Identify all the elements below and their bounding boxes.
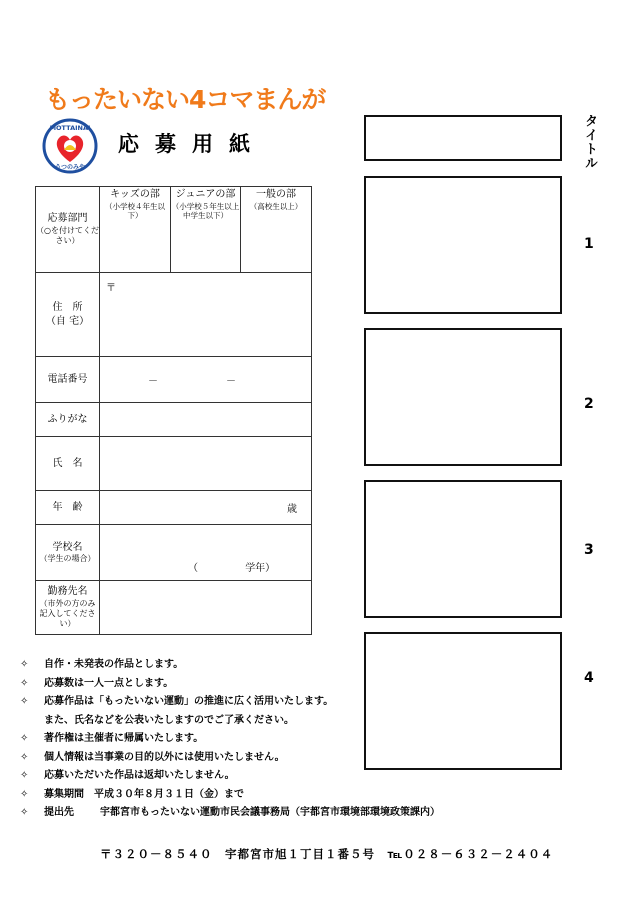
address-label-cell: [36, 273, 100, 357]
school-label-cell: [36, 525, 100, 581]
age-row: [36, 491, 312, 525]
category-junior-name: ジュニアの部: [175, 189, 236, 200]
category-general-name: 一般の部: [256, 189, 296, 200]
category-kids-sub: （小学校４年生以下）: [105, 201, 165, 220]
furigana-field[interactable]: [100, 403, 312, 437]
phone-field[interactable]: [100, 357, 312, 403]
logo-bottom-text: うつのみや: [54, 164, 86, 171]
school-label: 学校名: [52, 541, 83, 553]
panel-number-3: 3: [584, 542, 594, 558]
category-kids-cell[interactable]: [100, 187, 171, 273]
panel-number-1: 1: [584, 236, 594, 252]
category-row: [36, 187, 312, 273]
work-row: [36, 581, 312, 635]
grade-open: （: [188, 563, 198, 574]
category-note: （○を付けてください）: [36, 225, 99, 246]
name-label: 氏 名: [36, 437, 100, 491]
note-item: ✧ 応募いただいた作品は返却いたしません。: [18, 767, 608, 786]
category-label-cell: [36, 187, 100, 273]
deadline-label: 募集期間: [44, 788, 84, 800]
sparkle-icon: ✧: [20, 807, 29, 818]
school-field[interactable]: [100, 525, 312, 581]
note-item: ✧ 応募数は一人一点とします。: [18, 675, 608, 694]
category-junior-sub: （小学校５年生以上中学生以下）: [171, 201, 240, 220]
panel-number-4: 4: [584, 670, 594, 686]
address-sub: （自 宅）: [45, 315, 90, 327]
deadline-value: 平成３０年８月３１日（金）まで: [94, 788, 244, 800]
category-kids-name: キッズの部: [110, 189, 160, 200]
work-label: 勤務先名: [47, 586, 88, 598]
postal-mark: 〒: [106, 283, 116, 294]
note-item: ✧ 自作・未発表の作品とします。: [18, 656, 608, 675]
mottainai-logo: [42, 118, 98, 174]
application-form: [35, 186, 312, 635]
sparkle-icon: ✧: [20, 696, 29, 707]
contact-org: 宇都宮市もったいない運動市民会議事務局（宇都宮市環境部環境政策課内）: [100, 807, 440, 818]
note-item: ✧ 応募作品は「もったいない運動」の推進に広く活用いたします。また、氏名などを公表いたしますのでご了承ください。: [18, 693, 334, 730]
name-row: [36, 437, 312, 491]
contact-row: [18, 804, 608, 823]
category-junior-cell[interactable]: [171, 187, 241, 273]
school-sub: （学生の場合）: [39, 554, 96, 564]
sparkle-icon: ✧: [20, 788, 29, 800]
phone-label: 電話番号: [36, 357, 100, 403]
work-sub: （市外の方のみ記入してください）: [39, 598, 96, 629]
address-row: [36, 273, 312, 357]
name-field[interactable]: [100, 437, 312, 491]
furigana-row: [36, 403, 312, 437]
comic-title-label: タイトル: [582, 114, 597, 170]
deadline-row: [18, 786, 608, 805]
note-item: ✧ 個人情報は当事業の目的以外には使用いたしません。: [18, 749, 608, 768]
sparkle-icon: ✧: [20, 770, 29, 781]
contest-title: もったいない4コマまんが: [45, 85, 326, 114]
form-heading: 応募用紙: [118, 132, 266, 156]
sparkle-icon: ✧: [20, 677, 29, 689]
work-field[interactable]: [100, 581, 312, 635]
comic-panel-2[interactable]: [364, 328, 562, 466]
sparkle-icon: ✧: [20, 733, 29, 744]
category-general-cell[interactable]: [241, 187, 312, 273]
address-field[interactable]: [100, 273, 312, 357]
age-unit: 歳: [287, 504, 297, 515]
panel-number-2: 2: [584, 396, 594, 412]
notes-list: [18, 656, 608, 823]
comic-panel-1[interactable]: [364, 176, 562, 314]
grade-close: 学年）: [245, 563, 276, 574]
school-row: [36, 525, 312, 581]
furigana-label: ふりがな: [36, 403, 100, 437]
phone-dash-2: －: [226, 376, 236, 387]
sparkle-icon: ✧: [20, 751, 29, 763]
category-label: 応募部門: [47, 213, 88, 225]
comic-panel-3[interactable]: [364, 480, 562, 618]
phone-row: [36, 357, 312, 403]
phone-dash-1: －: [148, 376, 158, 387]
address-label: 住 所: [52, 302, 83, 313]
logo-top-text: MOTTAINAI: [49, 124, 91, 132]
age-field[interactable]: [100, 491, 312, 525]
comic-title-box[interactable]: [364, 115, 562, 161]
note-item: ✧ 著作権は主催者に帰属いたします。: [18, 730, 608, 749]
contact-label: 提出先: [44, 807, 74, 818]
sparkle-icon: ✧: [20, 659, 29, 670]
age-label: 年 齢: [36, 491, 100, 525]
category-general-sub: （高校生以上）: [249, 201, 303, 211]
work-label-cell: [36, 581, 100, 635]
contact-address: 〒３２０－８５４０ 宇都宮市旭１丁目１番５号 ℡０２８－６３２－２４０４: [100, 847, 554, 861]
